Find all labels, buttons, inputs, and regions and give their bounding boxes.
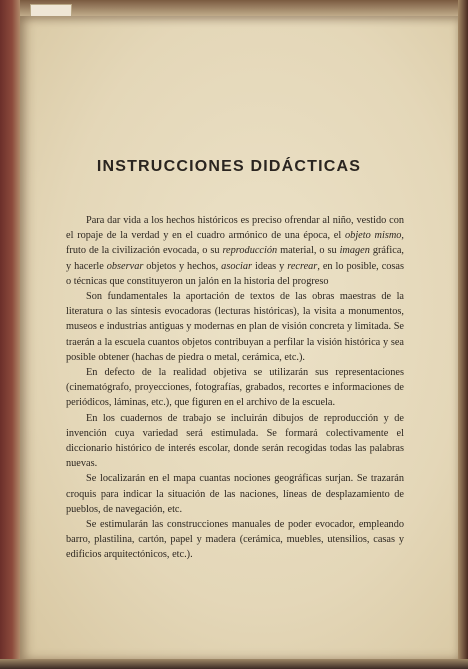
page-bottom-edge [0, 659, 468, 669]
italic-term: asociar [221, 260, 253, 272]
text-run: En los cuadernos de trabajo se incluirán dibujos de reproducción y de invención cuya variedad será estimulada. Se formará colectivamente el diccionario histórico de interés escolar, donde serán recogidas todas las palabras nuevas. [66, 412, 404, 470]
text-run: Se estimularán las construcciones manuales de poder evocador, empleando barro, plastilina, cartón, papel y madera (cerámica, muebles, utensilios, casas y edificios arquitectónicos, etc.). [66, 519, 404, 561]
paragraph-1 [66, 213, 404, 289]
page-right-edge [458, 0, 468, 669]
paragraph-3 [66, 365, 404, 411]
text-run: ideas y [252, 260, 288, 272]
paragraph-6 [66, 517, 404, 563]
text-run: Son fundamentales la aportación de textos de las obras maestras de la literatura o las síntesis evocadoras (lecturas históricas), la visita a monumentos, museos e industrias antiguas y modernas en plan de visión concreta y limitada. Se traerán a la escuela cuantos objetos contribuyan a perfilar la visión histórica y sea posible obtener (hachas de piedra o metal, cerámica, etc.). [66, 291, 404, 363]
book-spine [0, 0, 20, 669]
paragraph-5 [66, 471, 404, 517]
text-run: , en lo posible, cosas o técnicas que constituyeron un jalón en la historia del progreso [66, 260, 404, 287]
italic-term: objeto mismo [345, 230, 402, 242]
italic-term: reproducción [222, 245, 278, 257]
italic-term: recrear [287, 260, 318, 272]
text-run: , fruto de la civilización evocada, o su [66, 230, 404, 257]
text-run: Se localizarán en el mapa cuantas nociones geográficas surjan. Se trazarán croquis para indicar la situación de las naciones, líneas de desplazamiento de pueblos, de navegación, etc. [66, 473, 404, 515]
paragraph-2 [66, 289, 404, 365]
paragraph-4 [66, 411, 404, 472]
text-run: material, o su [277, 245, 340, 257]
body-text [66, 213, 404, 563]
text-run: gráfica, y hacerle [66, 245, 404, 272]
text-run: En defecto de la realidad objetiva se utilizarán sus representaciones (cinematógrafo, proyecciones, fotografías, grabados, recortes e informaciones de periódicos, láminas, etc.), que figuren en el archivo de la escuela. [66, 367, 404, 409]
italic-term: observar [106, 260, 144, 272]
text-run: Para dar vida a los hechos históricos es preciso ofrendar al niño, vestido con el ropaje de la verdad y en el cuadro armónico de una época, el [66, 215, 404, 242]
text-run: objetos y hechos, [143, 260, 222, 272]
page-title: INSTRUCCIONES DIDÁCTICAS [96, 158, 362, 175]
italic-term: imagen [339, 245, 370, 257]
